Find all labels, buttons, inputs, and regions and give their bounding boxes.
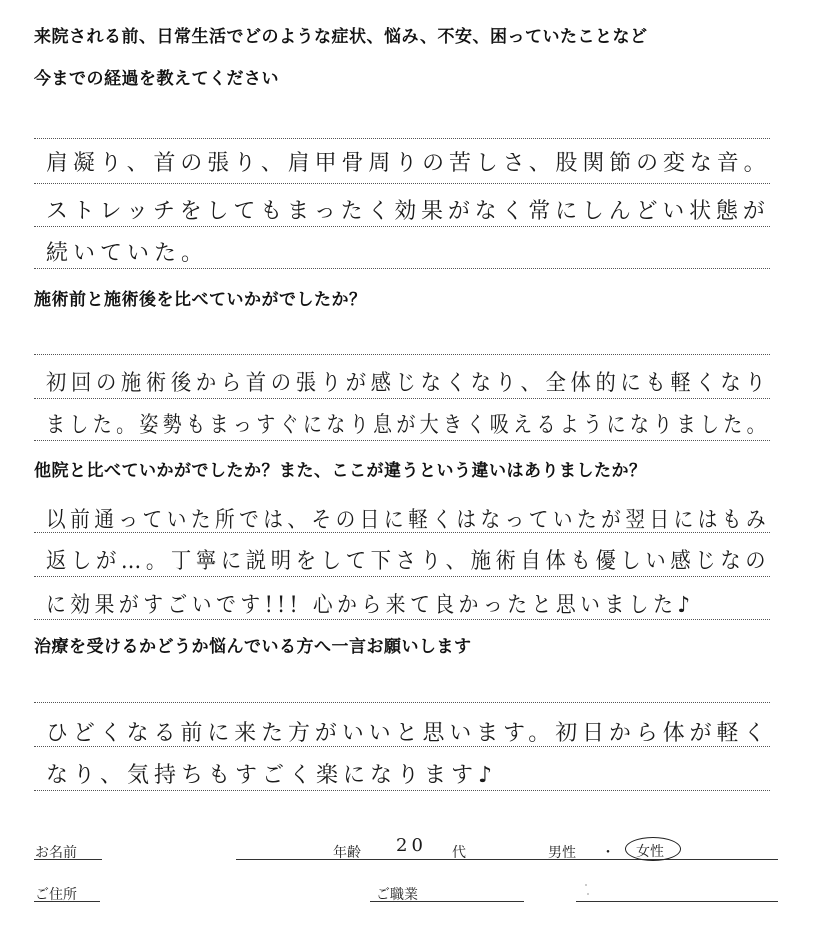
scan-speck <box>585 884 587 886</box>
scan-speck <box>587 893 589 895</box>
answer-1-line-1: 肩凝り、首の張り、肩甲骨周りの苦しさ、股関節の変な音。 <box>46 151 771 176</box>
age-value: 20 <box>396 835 427 856</box>
name-underline <box>34 859 102 860</box>
name-label: お名前 <box>35 845 77 861</box>
gender-male: 男性 <box>548 845 576 861</box>
answer-rule <box>34 183 770 184</box>
answer-rule <box>34 619 770 620</box>
address-label: ご住所 <box>35 887 77 903</box>
answer-rule <box>34 138 770 139</box>
answer-3-line-3: に効果がすごいです!!! 心から来て良かったと思いました♪ <box>46 593 695 618</box>
occupation-label: ご職業 <box>376 887 418 903</box>
answer-rule <box>34 702 770 703</box>
answer-rule <box>34 354 770 355</box>
answer-rule <box>34 532 770 533</box>
answer-2-line-1: 初回の施術後から首の張りが感じなくなり、全体的にも軽くなり <box>46 371 771 396</box>
gender-female: 女性 <box>636 844 664 860</box>
age-label: 年齢 <box>333 845 361 861</box>
gender-separator: ・ <box>601 845 615 861</box>
question-1-line-2: 今までの経過を教えてください <box>34 69 279 89</box>
answer-rule <box>34 268 770 269</box>
occupation-underline <box>370 901 524 902</box>
answer-3-line-2: 返しが…。丁寧に説明をして下さり、施術自体も優しい感じなの <box>46 549 771 574</box>
age-suffix: 代 <box>452 845 466 861</box>
answer-2-line-2: ました。姿勢もまっすぐになり息が大きく吸えるようになりました。 <box>46 413 771 438</box>
answer-rule <box>34 746 770 747</box>
field-line <box>576 901 778 902</box>
question-2: 施術前と施術後を比べていかがでしたか？ <box>34 290 367 310</box>
answer-4-line-2: なり、気持ちもすごく楽になります♪ <box>46 763 498 788</box>
answer-4-line-1: ひどくなる前に来た方がいいと思います。初日から体が軽く <box>46 721 771 746</box>
answer-rule <box>34 440 770 441</box>
question-4: 治療を受けるかどうか悩んでいる方へ一言お願いします <box>34 637 472 657</box>
question-1-line-1: 来院される前、日常生活でどのような症状、悩み、不安、困っていたことなど <box>34 27 648 47</box>
answer-rule <box>34 790 770 791</box>
address-underline <box>34 901 100 902</box>
answer-rule <box>34 226 770 227</box>
question-3: 他院と比べていかがでしたか？また、ここが違うという違いはありましたか？ <box>34 461 647 481</box>
answer-3-line-1: 以前通っていた所では、その日に軽くはなっていたが翌日にはもみ <box>46 508 771 533</box>
answer-1-line-3: 続いていた。 <box>46 241 209 266</box>
answer-rule <box>34 576 770 577</box>
answer-1-line-2: ストレッチをしてもまったく効果がなく常にしんどい状態が <box>46 199 770 224</box>
field-line <box>236 859 778 860</box>
answer-rule <box>34 398 770 399</box>
